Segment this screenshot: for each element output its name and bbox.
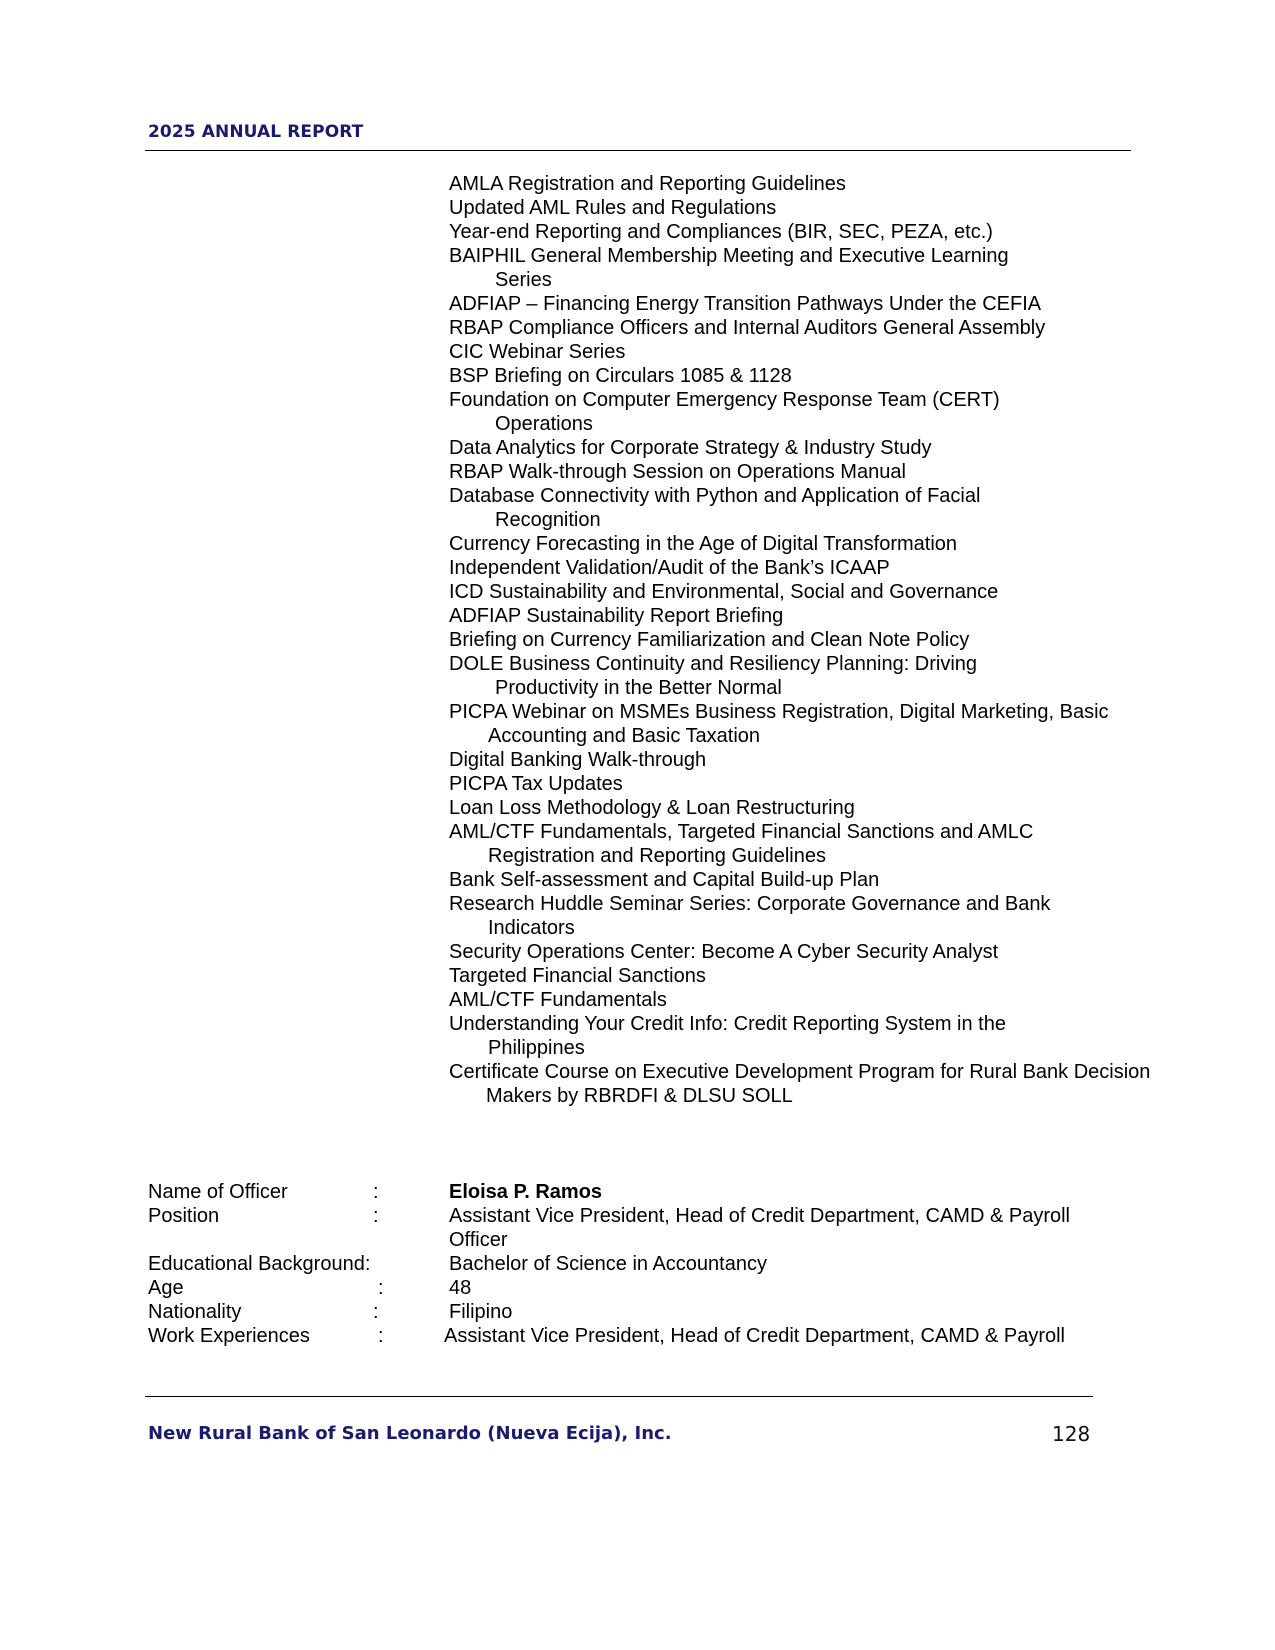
training-item: Bank Self-assessment and Capital Build-up Plan [449, 869, 880, 891]
training-item: BSP Briefing on Circulars 1085 & 1128 [449, 365, 792, 387]
colon: : [373, 1181, 379, 1203]
education-label [148, 1252, 449, 1276]
colon: : [378, 1277, 384, 1299]
training-item: BAIPHIL General Membership Meeting and Executive Learning Series [449, 245, 1009, 291]
officer-education-row [148, 1252, 1108, 1276]
age-label: Age [148, 1277, 184, 1299]
training-item: ICD Sustainability and Environmental, Social and Governance [449, 581, 999, 603]
training-item: Security Operations Center: Become A Cyber Security Analyst [449, 941, 999, 963]
footer-divider [145, 1396, 1093, 1397]
name-label: Name of Officer [148, 1181, 288, 1203]
colon: : [373, 1301, 379, 1323]
training-item: Loan Loss Methodology & Loan Restructuring [449, 797, 855, 819]
officer-name-row [148, 1180, 1108, 1204]
training-item: Independent Validation/Audit of the Bank’s ICAAP [449, 557, 890, 579]
officer-name: Eloisa P. Ramos [449, 1181, 603, 1203]
position-label: Position [148, 1205, 220, 1227]
training-item: ADFIAP Sustainability Report Briefing [449, 605, 784, 627]
page-number: 128 [1052, 1422, 1091, 1446]
footer-bank-name: New Rural Bank of San Leonardo (Nueva Ecija), Inc. [148, 1423, 672, 1444]
training-item: Certificate Course on Executive Development Program for Rural Bank Decision Makers by RBRDFI & DLSU SOLL [449, 1061, 1151, 1107]
officer-work-row [148, 1324, 1108, 1348]
colon: : [364, 1253, 371, 1275]
training-item: Database Connectivity with Python and Application of Facial Recognition [449, 485, 981, 531]
report-header-title: 2025 ANNUAL REPORT [148, 122, 364, 142]
training-item: Briefing on Currency Familiarization and Clean Note Policy [449, 629, 970, 651]
training-item: Targeted Financial Sanctions [449, 965, 706, 987]
training-item: AML/CTF Fundamentals, Targeted Financial Sanctions and AMLC Registration and Reporting Guidelines [449, 821, 1034, 867]
training-item: Year-end Reporting and Compliances (BIR, SEC, PEZA, etc.) [449, 221, 993, 243]
header-divider [145, 150, 1131, 151]
training-item: Foundation on Computer Emergency Response Team (CERT) Operations [449, 389, 1000, 435]
colon: : [378, 1325, 384, 1347]
training-item: Currency Forecasting in the Age of Digital Transformation [449, 533, 958, 555]
training-item: Digital Banking Walk-through [449, 749, 707, 771]
training-item: RBAP Compliance Officers and Internal Auditors General Assembly [449, 317, 1046, 339]
training-item: Research Huddle Seminar Series: Corporate Governance and Bank Indicators [449, 893, 1051, 939]
officer-age: 48 [449, 1277, 472, 1299]
colon: : [373, 1205, 379, 1227]
officer-age-row [148, 1276, 1108, 1300]
training-item: RBAP Walk-through Session on Operations Manual [449, 461, 906, 483]
education-label-text: Educational Background [148, 1253, 365, 1275]
training-item: Understanding Your Credit Info: Credit Reporting System in the Philippines [449, 1013, 1006, 1059]
training-item: DOLE Business Continuity and Resiliency Planning: Driving Productivity in the Better Normal [449, 653, 978, 699]
officer-work-experience: Assistant Vice President, Head of Credit Department, CAMD & Payroll [444, 1325, 1065, 1347]
officer-position: Assistant Vice President, Head of Credit Department, CAMD & Payroll Officer [449, 1205, 1070, 1251]
work-label: Work Experiences [148, 1325, 310, 1347]
officer-education: Bachelor of Science in Accountancy [449, 1253, 767, 1275]
officer-profile [148, 1180, 1108, 1348]
officer-nationality-row [148, 1300, 1108, 1324]
trainings-list [449, 172, 1151, 1108]
training-item: PICPA Tax Updates [449, 773, 623, 795]
training-item: ADFIAP – Financing Energy Transition Pathways Under the CEFIA [449, 293, 1042, 315]
officer-nationality: Filipino [449, 1301, 513, 1323]
training-item: Data Analytics for Corporate Strategy & Industry Study [449, 437, 932, 459]
training-item: AML/CTF Fundamentals [449, 989, 667, 1011]
training-item: Updated AML Rules and Regulations [449, 197, 777, 219]
training-item: AMLA Registration and Reporting Guidelines [449, 173, 846, 195]
nationality-label: Nationality [148, 1301, 242, 1323]
training-item: CIC Webinar Series [449, 341, 626, 363]
officer-position-row [148, 1204, 1108, 1252]
training-item: PICPA Webinar on MSMEs Business Registration, Digital Marketing, Basic Accounting and Basic Taxation [449, 701, 1109, 747]
